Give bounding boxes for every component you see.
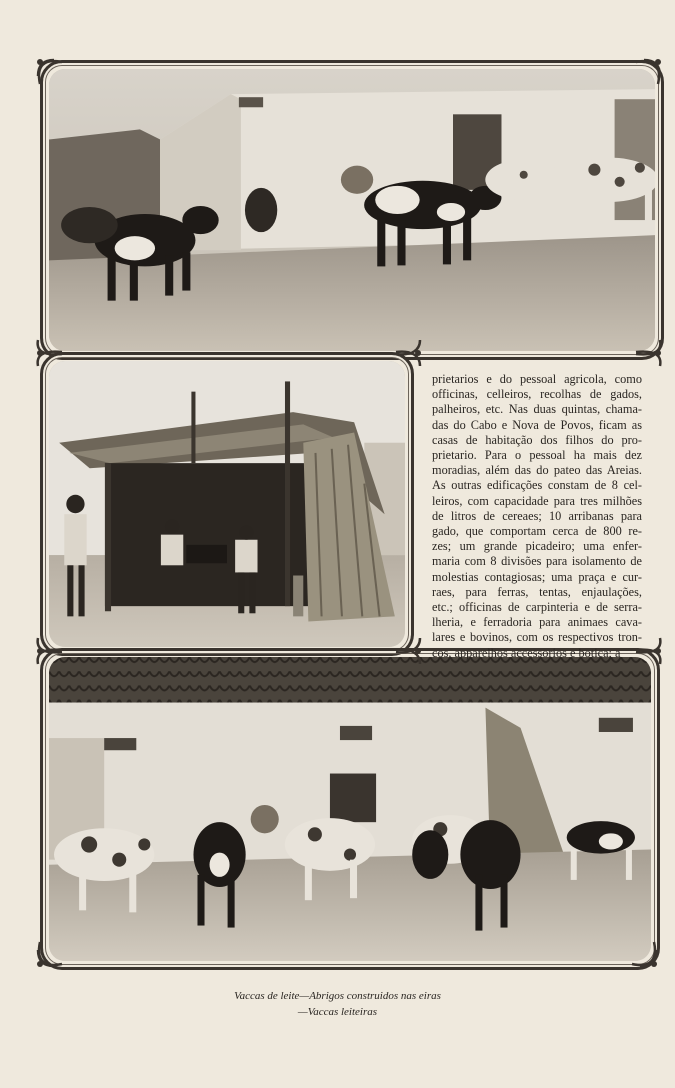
- caption-line-2: —Vaccas leiteiras: [297, 1006, 378, 1018]
- article-line: moradias, além das do pateo das Areias.: [432, 463, 642, 478]
- article-line: gado, que comportam cerca de 800 re-: [432, 524, 642, 539]
- article-line: etc.; officinas de carpinteria e de serra-: [432, 600, 642, 615]
- corner-ornament-icon: [634, 338, 664, 368]
- article-line: molestias contagiosas; uma praça e cur-: [432, 569, 642, 584]
- article-line: raes, para ferras, tentas, enjaulações,: [432, 584, 642, 599]
- corner-ornament-icon: [34, 338, 64, 368]
- article-line: officinas, celleiros, recolhas de gados,: [432, 387, 642, 402]
- dairy-cows-image: [49, 657, 651, 961]
- article-line: lares e bovinos, com os respectivos tron-: [432, 630, 642, 645]
- article-line: de litros de cereaes; 10 arribanas para: [432, 508, 642, 523]
- article-line: prietario. Para o pessoal ha mais dez: [432, 448, 642, 463]
- photo-milk-cows: [49, 69, 655, 351]
- photo-frame-middle: [40, 352, 414, 656]
- article-line: prietarios e do pessoal agricola, como: [432, 372, 642, 386]
- photo-threshing-shelter: [49, 361, 405, 647]
- corner-ornament-icon: [630, 940, 660, 970]
- article-text-column: [432, 372, 642, 661]
- corner-ornament-icon: [394, 636, 424, 666]
- caption-line-1: Vaccas de leite—Abrigos construidos nas eiras: [234, 990, 441, 1002]
- photo-caption: [0, 988, 675, 1020]
- article-line: lheria, e ferradoria para animaes cava-: [432, 615, 642, 630]
- article-line: cos, apparelhos accessorios e botica; a: [432, 645, 621, 660]
- corner-ornament-icon: [634, 56, 664, 86]
- article-line: casas de habitação dos filhos do pro-: [432, 432, 642, 447]
- article-line: palheiros, etc. Nas duas quintas, chama-: [432, 402, 642, 417]
- article-line: zes; um grande picadeiro; uma enfer-: [432, 539, 642, 554]
- photo-dairy-cows: [49, 657, 651, 961]
- threshing-shelter-image: [49, 361, 405, 647]
- corner-ornament-icon: [394, 338, 424, 368]
- corner-ornament-icon: [34, 56, 64, 86]
- photo-frame-bottom: [40, 645, 660, 970]
- article-line: leiros, com capacidade para tres milhões: [432, 493, 642, 508]
- article-line: maria com 8 divisões para isolamento de: [432, 554, 642, 569]
- photo-frame-top: [40, 60, 664, 360]
- corner-ornament-icon: [34, 940, 64, 970]
- article-line: das do Cabo e Nova de Povos, ficam as: [432, 417, 642, 432]
- article-line: As outras edificações constam de 8 cel-: [432, 478, 642, 493]
- corner-ornament-icon: [34, 636, 64, 666]
- milk-cows-image: [49, 69, 655, 351]
